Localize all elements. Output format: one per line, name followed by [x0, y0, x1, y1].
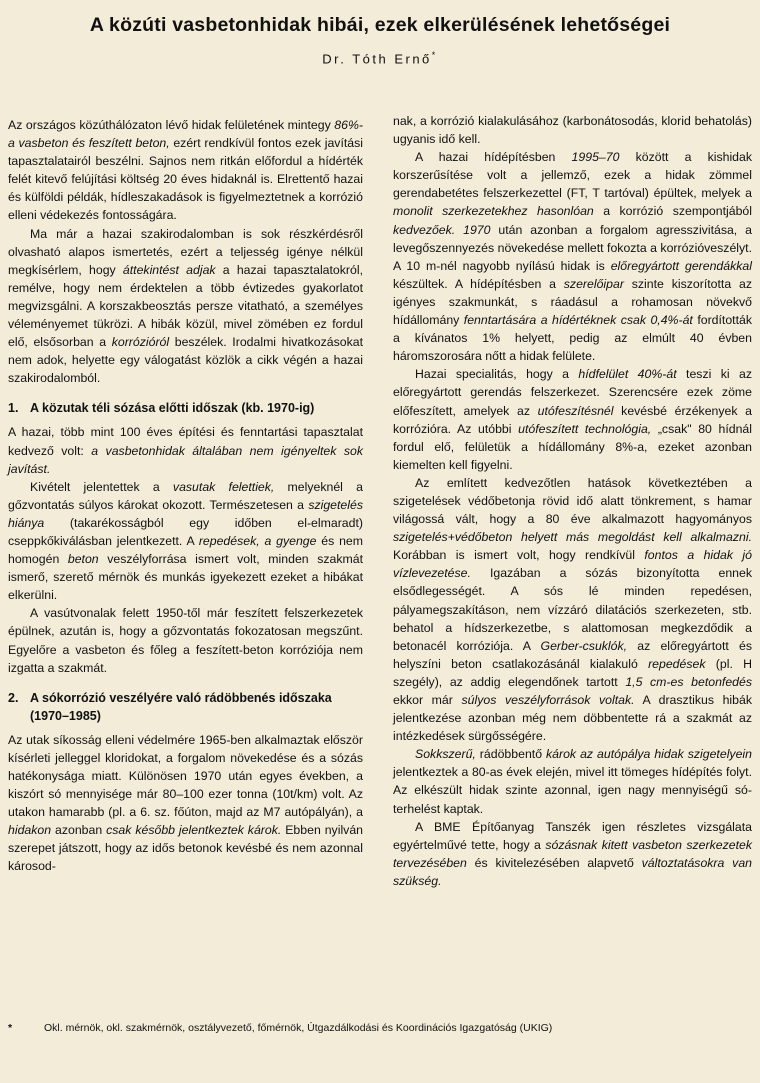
section-title: A sókorrózió veszélyére való rádöbbenés időszaka (1970–1985) — [30, 690, 332, 723]
text-run: „csak" 80 hídnál fordul elő, felületük a hídállomány 8%-a, ezeket azonban kiemelten kell figyelni. — [393, 421, 752, 472]
text-run: Ebben nyilván szerepet játszott, hogy az idős betonok kevésbé és nem azonnal károsod- — [8, 823, 363, 874]
emphasized-text: a vasbetonhidak általában nem igényeltek sok javítást. — [8, 443, 364, 476]
text-run: A drasztikus hibák jelentkezése azonban még nem döbbentette rá a szakmát az intézkedések sürgősségére. — [393, 693, 752, 744]
right-column — [393, 112, 752, 890]
emphasized-text: vasutak felettiek, — [172, 479, 275, 494]
emphasized-text: utófeszített technológia, — [518, 421, 652, 436]
text-run: készültek. A hídépítésben a — [393, 276, 564, 291]
emphasized-text: előregyártott gerendákkal — [610, 258, 752, 273]
text-run: Hazai specialitás, hogy a — [415, 367, 579, 382]
paragraph — [393, 112, 752, 148]
text-run: azonban — [51, 823, 107, 838]
text-run: A vasútvonalak felett 1950-től már feszített felszerkezetek épülnek, azután is, hogy a gőzvontatás fokozatosan megszűnt. Egyelőre a vasbeton és főleg a feszített-beton korróziója nem izgatta a szakmát. — [8, 606, 363, 675]
text-run: az előregyártott és helyszíni beton csatlakozásánál kialakuló — [393, 638, 752, 671]
emphasized-text: változtatásokra van szükség. — [393, 855, 752, 888]
paragraph — [393, 148, 752, 365]
text-run: teszi ki az előregyártott gerendás felszerkezet. Szerencsére ezek zöme előfeszített, amelyek az — [393, 367, 752, 418]
text-run: Az országos közúthálózaton lévő hidak felületének mintegy — [8, 118, 335, 132]
left-column — [8, 116, 363, 875]
section-heading-2 — [8, 689, 363, 725]
section-heading-1 — [8, 399, 363, 417]
text-run: Korábban is ismert volt, hogy rendkívül — [393, 548, 645, 563]
text-run: A hazai, több mint 100 éves építési és fenntartási tapasztalat kedvező volt: — [8, 425, 363, 458]
paragraph — [393, 818, 752, 890]
text-run: fordították a kívánatos 1% helyett, pedig az elmúlt 40 évben háromszorosára nőtt a hidak felülete. — [393, 313, 753, 364]
emphasized-text: fontos a hidak jó vízlevezetése. — [393, 548, 752, 581]
article-author — [0, 50, 760, 66]
emphasized-text: korrózióról — [111, 335, 170, 350]
emphasized-text: sózásnak kitett vasbeton szerkezetek tervezésében — [393, 837, 752, 870]
emphasized-text: fenntartására a hídértéknek csak 0,4%-át — [463, 313, 693, 328]
emphasized-text: hídfelület 40%-át — [578, 367, 677, 382]
paragraph — [8, 478, 363, 605]
emphasized-text: szerelőipar — [563, 276, 624, 291]
text-run: után azonban a forgalom agresszivitása, a levegőszennyezés növekedése mellett fokozta a korrózióveszélyt. A 10 m-nél nagyobb nyílású hidak is — [393, 222, 752, 273]
text-run: ezért rendkívül fontos ezek javítási tapasztalatairól beszélni. Sajnos nem ritkán előfordul a hídérték felét kitevő felújítási költség 20 éves hidaknál is. Elrettentő hazai és külföldi példák, hídleszakadások is figyelmeztetnek a korrózió elleni védekezés fontosságára. — [8, 136, 364, 223]
emphasized-text: Sokkszerű, — [415, 747, 476, 762]
text-run: veszélyforrása ismert volt, minden szakmát ismerő, szerető mérnök és munkás igyekezett ezeket a hibákat elkerülni. — [8, 552, 364, 603]
emphasized-text: utófeszítésnél — [537, 403, 614, 418]
text-run: (takarékosságból egy időben el-elmaradt) cseppkőkiválásban jelentkezett. A — [8, 515, 363, 548]
paragraph — [8, 225, 363, 388]
text-run: Ma már a hazai szakirodalomban is sok részkérdésről olvasható alapos ismertetés, ezért a teljesség igénye nélkül megkísérlem, hogy — [8, 226, 363, 277]
emphasized-text: áttekintést adjak — [122, 262, 216, 277]
text-run: a hazai tapasztalatokról, remélve, hogy nem érdektelen a több évtizedes gyakorlatot megvizsgálni. A korszakbeosztás persze vitatható, a személyes véleményemet tükrözi. A hibák közül, mivel zömében ez fordul elő, elsősorban a — [8, 262, 363, 350]
text-run: között a kishidak korszerűsítése volt a jellemző, ezek a hidak zömmel gerendabetétes felszerkezettel (FT, T tartóval) épültek, melyek a — [393, 150, 753, 201]
section-number: 2. — [8, 690, 19, 705]
text-run: jelentkeztek a 80-as évek elején, mivel itt tömeges hídépítés folyt. Az elkészült hidak szinte azonnal, igen nagy mennyiségű só-terhelést kaptak. — [393, 765, 752, 816]
footnote-mark: * — [8, 1022, 13, 1034]
text-run: nak, a korrózió kialakulásához (karbonátosodás, klorid behatolás) ugyanis idő kell. — [393, 114, 752, 147]
text-run: rádöbbentő — [475, 747, 547, 762]
text-run: A BME Építőanyag Tanszék igen részletes vizsgálata egyértelművé tette, hogy a — [393, 819, 752, 852]
text-run: Igazában a sózás bizonyította ennek elsődlegességét. A sós lé minden repedésen, pályamegszakításon, nem vízzáró dilatációs szerkezeten, stb. behatol a hídszerkezetbe, s alattomosan megkezdődik a betonacél korróziója. A — [393, 566, 752, 653]
text-run: a korrózió szempontjából — [593, 204, 752, 219]
paragraph — [8, 423, 363, 477]
author-footnote-mark: * — [431, 50, 438, 60]
paragraph — [8, 116, 363, 225]
emphasized-text: károk az autópálya hidak szigetelyein — [546, 747, 752, 762]
paragraph — [8, 731, 363, 876]
emphasized-text: 1,5 cm-es betonfedés — [625, 674, 752, 689]
emphasized-text: súlyos veszélyforrások voltak. — [461, 693, 635, 707]
emphasized-text: szigetelés hiánya — [8, 497, 363, 530]
text-run: Az említett kedvezőtlen hatások következtében a szigetelések védőbetonja rövid idő alatt tönkrement, s hamar világossá vált, hogy a 80 éve alkalmazott hagyományos — [393, 475, 752, 527]
article-title: A közúti vasbetonhidak hibái, ezek elkerülésének lehetőségei — [89, 14, 671, 36]
emphasized-text: beton — [67, 552, 99, 567]
text-run: Az utak síkosság elleni védelmére 1965-ben alkalmaztak először kísérleti jelleggel kloridokat, a forgalom növekedése és a sózás hatékonysága miatt. Különösen 1970 után egyes években, a kiszórt só mennyisége már 80–100 ezer tonna (10t/km) volt. Az utakon hamarabb (pl. a 6. sz. főúton, majd az M7 autópályán), a — [8, 732, 363, 820]
text-run: ekkor már — [393, 693, 462, 707]
paragraph — [393, 365, 752, 474]
emphasized-text: kedvezőek. 1970 — [393, 222, 491, 237]
text-run: és kivitelezésében alapvető — [466, 855, 642, 870]
text-run: melyeknél a gőzvontatás súlyos károkat okozott. Természetesen a — [8, 479, 363, 512]
emphasized-text: repedések, a gyenge — [198, 533, 317, 548]
text-run: és nem homogén — [8, 533, 364, 567]
text-run: (pl. H szegély), az addig elegendőnek tartott — [393, 656, 753, 689]
emphasized-text: 86%-a vasbeton és feszített beton, — [8, 118, 363, 151]
paragraph — [393, 745, 752, 817]
paragraph — [393, 474, 752, 745]
section-title: A közutak téli sózása előtti időszak (kb. 1970-ig) — [30, 401, 315, 416]
footnote — [8, 1021, 748, 1035]
paragraph — [8, 604, 363, 676]
section-number: 1. — [8, 401, 19, 416]
author-name: Dr. Tóth Ernő — [322, 51, 432, 67]
emphasized-text: Gerber-csuklók, — [540, 638, 628, 653]
footnote-text: Okl. mérnök, okl. szakmérnök, osztályvezető, főmérnök, Útgazdálkodási és Koordinációs Igazgatóság (UKIG) — [44, 1022, 553, 1034]
emphasized-text: monolit szerkezetekhez hasonlóan — [393, 204, 594, 219]
text-run: kevésbé érzékenyek a korrózióra. Az utóbbi — [393, 403, 752, 436]
text-run: Kivételt jelentettek a — [30, 479, 173, 494]
text-run: szinte kiszorította az igényes szakmunkát, s ráadásul a rohamosan növekvő hídállomány — [393, 276, 752, 328]
emphasized-text: 1995–70 — [571, 150, 620, 165]
text-run: A hazai hídépítésben — [415, 150, 572, 165]
emphasized-text: szigetelés+védőbeton helyett más megoldást kell alkalmazni. — [393, 530, 752, 545]
emphasized-text: hidakon — [8, 823, 52, 838]
emphasized-text: repedések — [648, 656, 706, 671]
emphasized-text: csak később jelentkeztek károk. — [106, 823, 282, 838]
text-run: beszélek. Irodalmi hivatkozásokat nem adok, helyette egy válogatást közlök a cikk végén a hazai szakirodalomból. — [8, 335, 364, 386]
